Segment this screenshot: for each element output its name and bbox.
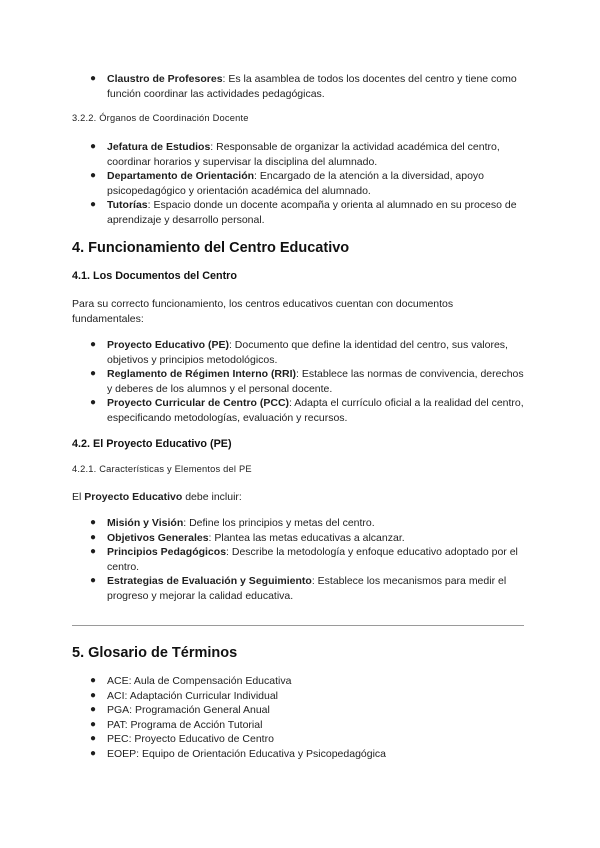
item-desc: : Adapta el currículo oficial a la realidad del centro, especificando metodologías, evaluación y recursos. [107,397,524,424]
list-coordinacion [90,140,527,228]
bullet-icon: ● [90,531,97,543]
intro-bold: Proyecto Educativo [84,491,183,503]
item-desc: : Documento que define la identidad del centro, sus valores, objetivos y principios metodológicos. [107,339,508,366]
item-desc: : Establece los mecanismos para medir el progreso y mejorar la calidad educativa. [107,575,507,602]
glossary-text: ACE: Aula de Compensación Educativa [107,675,292,687]
list-claustro [90,72,527,101]
list-item [90,396,527,425]
item-desc: : Es la asamblea de todos los docentes del centro y tiene como función coordinar las actividades pedagógicas. [107,73,517,100]
glossary-item [90,718,527,733]
item-desc: : Establece las normas de convivencia, derechos y deberes de los alumnos y el personal docente. [107,368,524,395]
bullet-icon: ● [90,339,97,350]
glossary-item [90,674,527,689]
glossary-text: PGA: Programación General Anual [107,704,270,717]
item-term: Proyecto Curricular de Centro (PCC) [107,397,290,410]
item-term: Jefatura de Estudios [107,141,211,153]
subsection-heading-4-1: 4.1. Los Documentos del Centro [72,270,237,282]
glossary-item [90,732,527,747]
glossary-item [90,689,527,704]
item-desc: : Encargado de la atención a la diversidad, apoyo psicopedagógico y orientación académica del alumnado. [107,170,485,197]
list-item [90,531,527,546]
bullet-icon: ● [90,517,97,528]
list-item [90,516,527,531]
glossary-text: PAT: Programa de Acción Tutorial [107,718,263,731]
item-term: Objetivos Generales [107,531,209,544]
glossary-list [90,674,527,762]
list-item [90,574,527,603]
item-desc: : Plantea las metas educativas a alcanzar. [208,531,405,544]
bullet-icon: ● [90,73,97,84]
glossary-text: EOEP: Equipo de Orientación Educativa y Psicopedagógica [107,747,387,760]
item-term: Misión y Visión [107,517,184,529]
item-term: Claustro de Profesores [107,73,223,85]
item-desc: : Espacio donde un docente acompaña y orienta al alumnado en su proceso de aprendizaje y desarrollo personal. [107,199,517,226]
paragraph-4-1-intro: Para su correcto funcionamiento, los centros educativos cuentan con documentos fundamentales: [72,298,454,325]
bullet-icon: ● [90,397,97,409]
bullet-icon: ● [90,199,97,211]
glossary-item [90,747,527,762]
item-term: Principios Pedagógicos [107,546,227,559]
bullet-icon: ● [90,718,97,730]
bullet-icon: ● [90,141,97,152]
item-desc: : Define los principios y metas del centro. [183,517,375,529]
item-term: Tutorías [107,199,148,212]
list-documentos [90,338,527,426]
list-item [90,140,527,169]
bullet-icon: ● [90,546,97,558]
list-item [90,72,527,101]
section-heading-5: 5. Glosario de Términos [72,645,238,661]
bullet-icon: ● [90,689,97,701]
item-desc: : Responsable de organizar la actividad académica del centro, coordinar horarios y supervisar la disciplina del alumnado. [107,141,500,168]
bullet-icon: ● [90,675,97,686]
bullet-icon: ● [90,575,97,587]
horizontal-rule [72,625,524,626]
bullet-icon: ● [90,747,97,759]
section-heading-4: 4. Funcionamiento del Centro Educativo [72,240,350,256]
intro-post: debe incluir: [182,491,242,503]
item-term: Proyecto Educativo (PE) [107,339,229,351]
item-desc: : Describe la metodología y enfoque educativo adoptado por el centro. [107,546,518,573]
list-item [90,545,527,574]
list-item [90,169,527,198]
list-item [90,367,527,396]
list-item [90,198,527,227]
subsection-heading-4-2: 4.2. El Proyecto Educativo (PE) [72,438,232,450]
item-term: Departamento de Orientación [107,170,255,183]
bullet-icon: ● [90,704,97,716]
bullet-icon: ● [90,733,97,745]
glossary-text: ACI: Adaptación Curricular Individual [107,689,279,702]
item-term: Reglamento de Régimen Interno (RRI) [107,368,297,381]
bullet-icon: ● [90,170,97,182]
subheading-3-2-2: 3.2.2. Órganos de Coordinación Docente [72,113,249,123]
item-term: Estrategias de Evaluación y Seguimiento [107,575,312,588]
bullet-icon: ● [90,368,97,380]
list-elementos-pe [90,516,527,604]
subheading-4-2-1: 4.2.1. Características y Elementos del PE [72,464,252,474]
glossary-text: PEC: Proyecto Educativo de Centro [107,733,274,746]
paragraph-4-2-intro [72,490,512,505]
intro-pre: El [72,491,85,503]
list-item [90,338,527,367]
glossary-item [90,703,527,718]
